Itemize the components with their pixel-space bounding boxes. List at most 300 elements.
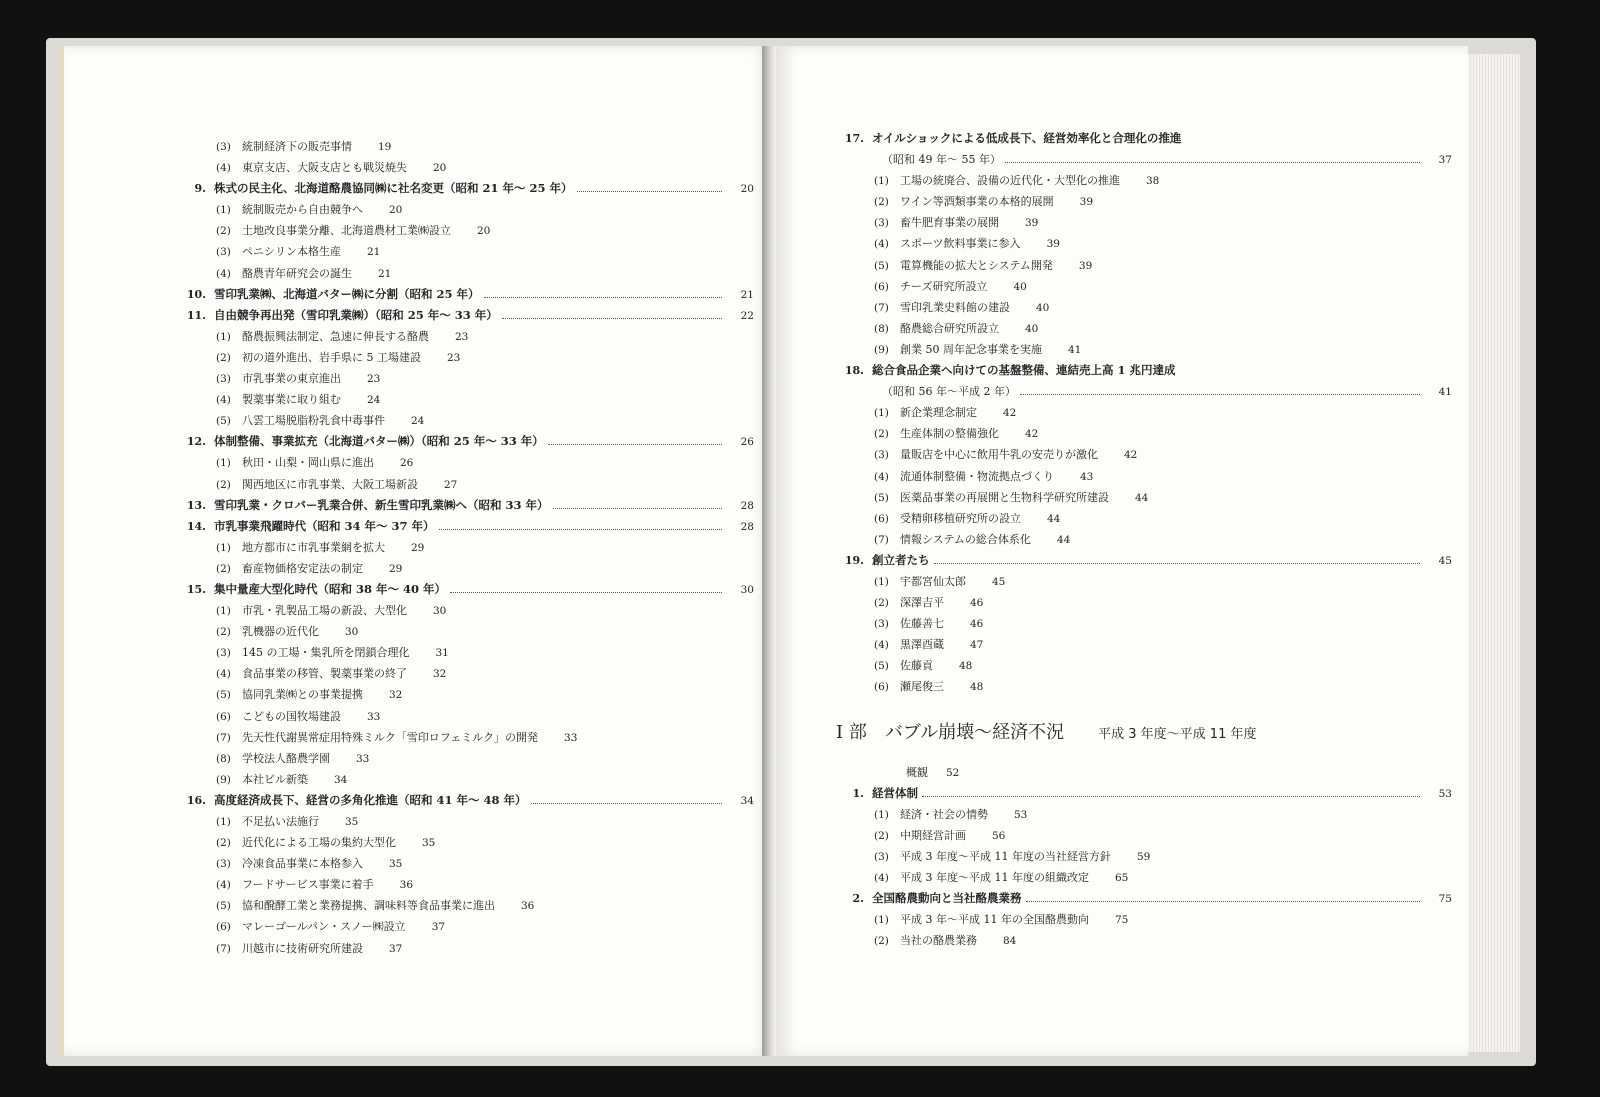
entry-page: 23 xyxy=(367,373,381,386)
entry-subnumber: (1) xyxy=(874,575,889,588)
entry-title: 統制販売から自由競争へ xyxy=(242,203,363,217)
toc-entry[interactable] xyxy=(844,550,1452,571)
toc-entry[interactable] xyxy=(872,930,1452,951)
part-period: 平成 3 年度〜平成 11 年度 xyxy=(1098,726,1257,742)
entry-page: 37 xyxy=(431,921,446,934)
entry-page: 23 xyxy=(455,330,469,343)
entry-title: 量販店を中心に飲用牛乳の安売りが激化 xyxy=(900,448,1098,462)
entry-title: 畜牛肥育事業の展開 xyxy=(900,216,999,230)
toc-entry[interactable] xyxy=(214,663,754,684)
entry-title: 本社ビル新築 xyxy=(242,772,308,786)
toc-entry[interactable] xyxy=(214,938,754,959)
entry-subnumber: (1) xyxy=(874,808,889,821)
toc-entry[interactable] xyxy=(186,284,754,305)
entry-page: 45 xyxy=(992,575,1006,588)
entry-title: 市乳事業飛躍時代（昭和 34 年〜 37 年） xyxy=(214,518,435,533)
entry-page: 20 xyxy=(740,183,754,196)
entry-subnumber: (7) xyxy=(216,731,231,744)
spine xyxy=(762,46,776,1056)
toc-entry[interactable] xyxy=(214,684,754,705)
toc-entry[interactable] xyxy=(214,157,754,178)
toc-entry[interactable] xyxy=(214,621,754,642)
entry-number: 14. xyxy=(186,519,206,533)
entry-page: 44 xyxy=(1047,512,1061,525)
entry-page: 35 xyxy=(345,816,359,828)
entry-subnumber: (1) xyxy=(216,330,231,343)
entry-title: 自由競争再出発（雪印乳業㈱）（昭和 25 年〜 33 年） xyxy=(214,307,498,322)
toc-entry[interactable] xyxy=(186,495,754,516)
entry-title: 全国酪農動向と当社酪農業務 xyxy=(872,891,1022,906)
toc-entry[interactable] xyxy=(872,149,1452,170)
entry-title: 平成 3 年度〜平成 11 年度の当社経営方針 xyxy=(900,849,1111,863)
entry-page: 22 xyxy=(740,309,754,322)
entry-title: フードサービス事業に着手 xyxy=(242,878,374,892)
entry-subnumber: (8) xyxy=(874,322,889,335)
dot-leader xyxy=(934,562,1421,564)
toc-entry[interactable] xyxy=(186,790,754,811)
entry-number: 18. xyxy=(844,364,864,378)
entry-subnumber: (1) xyxy=(874,407,889,420)
entry-page: 27 xyxy=(444,478,458,491)
entry-subnumber: (4) xyxy=(216,668,231,681)
toc-entry[interactable] xyxy=(844,360,1452,381)
entry-page: 24 xyxy=(367,394,381,407)
entry-page: 30 xyxy=(345,626,359,639)
entry-subnumber: (8) xyxy=(216,752,231,765)
entry-title: 経営体制 xyxy=(872,785,918,800)
entry-page: 35 xyxy=(422,837,436,850)
toc-entry[interactable] xyxy=(214,537,754,558)
entry-page: 33 xyxy=(564,731,578,744)
entry-subnumber: (5) xyxy=(874,660,889,673)
entry-page: 46 xyxy=(970,618,984,631)
entry-page: 44 xyxy=(1056,533,1071,546)
entry-title: マレーゴールパン・スノー㈱設立 xyxy=(242,920,406,934)
entry-title: スポーツ飲料事業に参入 xyxy=(900,237,1021,251)
left-toc xyxy=(186,136,754,959)
entry-subnumber: (5) xyxy=(216,900,231,913)
entry-subnumber: (1) xyxy=(216,816,231,828)
entry-title: 創立者たち xyxy=(872,552,930,567)
entry-page: 40 xyxy=(1025,322,1039,335)
part-title: バブル崩壊〜経済不況 xyxy=(884,721,1065,743)
entry-title: 秋田・山梨・岡山県に進出 xyxy=(242,456,374,470)
entry-title: 受精卵移植研究所の設立 xyxy=(900,511,1021,525)
toc-entry[interactable] xyxy=(872,423,1452,444)
entry-page: 75 xyxy=(1438,893,1452,906)
toc-entry[interactable] xyxy=(186,516,754,537)
entry-subnumber: (3) xyxy=(216,647,231,660)
toc-entry[interactable] xyxy=(872,825,1452,846)
entry-page: 31 xyxy=(435,647,449,660)
entry-title: 中期経営計画 xyxy=(900,828,966,842)
toc-entry[interactable] xyxy=(872,762,1452,783)
toc-entry[interactable] xyxy=(872,444,1452,465)
entry-page: 48 xyxy=(970,681,984,694)
toc-entry[interactable] xyxy=(214,326,754,347)
entry-subnumber: (9) xyxy=(216,773,231,786)
toc-entry[interactable] xyxy=(214,389,754,410)
toc-entry[interactable] xyxy=(872,508,1452,529)
entry-subnumber: (3) xyxy=(216,858,231,871)
toc-entry[interactable] xyxy=(872,676,1452,697)
entry-title: こどもの国牧場建設 xyxy=(242,709,341,723)
entry-number: 2. xyxy=(852,892,864,906)
toc-entry[interactable] xyxy=(214,916,754,937)
entry-subnumber: (6) xyxy=(874,280,889,293)
entry-title: 先天性代謝異常症用特殊ミルク「雪印ロフェミルク」の開発 xyxy=(242,730,539,744)
entry-title: 平成 3 年〜平成 11 年の全国酪農動向 xyxy=(900,913,1089,927)
entry-subnumber: (2) xyxy=(216,562,231,575)
entry-page: 52 xyxy=(946,766,960,779)
toc-entry[interactable] xyxy=(214,136,754,157)
entry-page: 53 xyxy=(1014,808,1028,821)
toc-entry[interactable] xyxy=(872,297,1452,318)
toc-entry[interactable] xyxy=(872,613,1452,634)
entry-subnumber: (2) xyxy=(874,935,889,948)
entry-subnumber: (1) xyxy=(216,457,231,470)
entry-title: 八雲工場脱脂粉乳食中毒事件 xyxy=(242,414,385,428)
entry-subnumber: (2) xyxy=(216,626,231,639)
right-page xyxy=(776,46,1468,1056)
entry-page: 21 xyxy=(378,267,392,280)
entry-title: 近代化による工場の集約大型化 xyxy=(242,836,396,850)
entry-page: 20 xyxy=(477,225,491,238)
entry-title: 経済・社会の情勢 xyxy=(900,807,988,821)
entry-page: 30 xyxy=(740,583,754,596)
toc-entry[interactable] xyxy=(214,452,754,473)
entry-page: 29 xyxy=(411,541,425,554)
entry-title: 乳機器の近代化 xyxy=(242,625,319,639)
entry-number: 17. xyxy=(844,132,864,145)
entry-page: 41 xyxy=(1438,386,1452,399)
entry-page: 20 xyxy=(433,162,447,175)
entry-page: 39 xyxy=(1078,259,1093,272)
left-page xyxy=(58,46,770,1056)
entry-title: チーズ研究所設立 xyxy=(900,279,988,293)
toc-entry[interactable] xyxy=(214,853,754,874)
toc-entry[interactable] xyxy=(214,220,754,241)
toc-entry[interactable] xyxy=(872,804,1452,825)
toc-entry[interactable] xyxy=(872,867,1452,888)
entry-number: 16. xyxy=(186,793,206,807)
toc-entry[interactable] xyxy=(872,170,1452,191)
entry-number: 19. xyxy=(844,553,864,567)
entry-number: 15. xyxy=(186,582,206,596)
entry-page: 23 xyxy=(447,351,461,364)
entry-page: 53 xyxy=(1438,787,1452,800)
entry-title: 冷凍食品事業に本格参入 xyxy=(242,857,363,871)
part-toc-entries xyxy=(852,762,1452,952)
entry-subnumber: (2) xyxy=(874,196,889,209)
entry-page: 48 xyxy=(959,660,973,673)
entry-title: 生産体制の整備強化 xyxy=(900,427,999,441)
entry-number: 9. xyxy=(194,182,206,196)
entry-subnumber: (2) xyxy=(874,829,889,842)
entry-title: 流通体制整備・物流拠点づくり xyxy=(900,469,1054,483)
entry-subnumber: (2) xyxy=(216,225,231,238)
toc-entry[interactable] xyxy=(214,199,754,220)
entry-title: 創業 50 周年記念事業を実施 xyxy=(900,342,1042,356)
dot-leader xyxy=(1026,900,1421,902)
toc-entry[interactable] xyxy=(214,769,754,790)
entry-page: 24 xyxy=(411,415,425,428)
entry-number: 1. xyxy=(852,786,864,800)
entry-number: 10. xyxy=(186,287,206,301)
entry-subnumber: (2) xyxy=(216,351,231,364)
entry-page: 46 xyxy=(970,597,984,610)
entry-page: 38 xyxy=(1146,175,1160,188)
dot-leader xyxy=(553,507,722,509)
entry-subnumber: (3) xyxy=(216,373,231,386)
toc-entry[interactable] xyxy=(872,466,1452,487)
entry-title: 酪農青年研究会の誕生 xyxy=(242,266,352,280)
entry-subnumber: (7) xyxy=(874,301,889,314)
entry-subnumber: (4) xyxy=(216,267,231,280)
part-label: I 部 xyxy=(836,721,867,743)
entry-subnumber: (1) xyxy=(874,914,889,927)
entry-page: 28 xyxy=(740,499,754,512)
toc-entry[interactable] xyxy=(872,846,1452,867)
toc-entry[interactable] xyxy=(214,410,754,431)
toc-entry[interactable] xyxy=(872,212,1452,233)
entry-subnumber: (1) xyxy=(874,175,889,188)
toc-entry[interactable] xyxy=(214,642,754,663)
entry-title: 統制経済下の販売事情 xyxy=(242,140,352,153)
entry-title: 黒澤酉蔵 xyxy=(900,638,944,652)
entry-title: ペニシリン本格生産 xyxy=(242,245,341,259)
toc-entry[interactable] xyxy=(214,895,754,916)
toc-entry[interactable] xyxy=(214,368,754,389)
toc-entry[interactable] xyxy=(872,402,1452,423)
toc-entry[interactable] xyxy=(852,888,1452,909)
entry-title: 宇都宮仙太郎 xyxy=(900,574,966,588)
entry-title: 電算機能の拡大とシステム開発 xyxy=(900,258,1053,272)
entry-title: 深澤吉平 xyxy=(900,596,944,610)
toc-entry[interactable] xyxy=(872,255,1452,276)
toc-entry[interactable] xyxy=(214,727,754,748)
dot-leader xyxy=(502,317,722,319)
entry-page: 26 xyxy=(400,457,414,470)
entry-title: 酪農総合研究所設立 xyxy=(900,321,999,335)
entry-subnumber: (3) xyxy=(216,141,231,153)
entry-page: 43 xyxy=(1080,470,1094,483)
part-heading xyxy=(836,718,1452,762)
entry-subnumber: (3) xyxy=(874,449,889,462)
toc-entry[interactable] xyxy=(872,233,1452,254)
entry-subnumber: (6) xyxy=(216,921,231,934)
toc-entry[interactable] xyxy=(186,431,754,452)
entry-title: （昭和 56 年〜平成 2 年） xyxy=(882,385,1016,399)
entry-page: 39 xyxy=(1079,196,1094,209)
entry-page: 20 xyxy=(389,204,403,217)
entry-subnumber: (7) xyxy=(216,942,231,955)
entry-subnumber: (3) xyxy=(874,618,889,631)
entry-page: 56 xyxy=(992,829,1006,842)
entry-subnumber: (1) xyxy=(216,204,231,217)
entry-number: 12. xyxy=(186,435,206,449)
entry-page: 42 xyxy=(1124,449,1138,462)
entry-page: 32 xyxy=(389,689,403,702)
entry-title: 土地改良事業分離、北海道農材工業㈱設立 xyxy=(242,224,451,238)
toc-entry[interactable] xyxy=(194,178,754,199)
toc-entry[interactable] xyxy=(844,128,1452,149)
toc-entry[interactable] xyxy=(214,558,754,579)
entry-subnumber: (7) xyxy=(874,533,889,546)
entry-subnumber: (2) xyxy=(216,478,231,491)
entry-title: 製薬事業に取り組む xyxy=(242,393,341,407)
entry-page: 39 xyxy=(1025,217,1039,230)
entry-title: 雪印乳業・クロバー乳業合併、新生雪印乳業㈱へ（昭和 33 年） xyxy=(214,497,549,512)
toc-entry[interactable] xyxy=(214,874,754,895)
entry-subnumber: (6) xyxy=(216,710,231,723)
entry-title: 雪印乳業史料館の建設 xyxy=(900,300,1010,314)
toc-entry[interactable] xyxy=(872,276,1452,297)
dot-leader xyxy=(450,591,722,593)
entry-subnumber: (6) xyxy=(874,681,889,694)
toc-entry[interactable] xyxy=(872,487,1452,508)
entry-title: 平成 3 年度〜平成 11 年度の組織改定 xyxy=(900,871,1089,884)
right-toc-entries xyxy=(844,128,1452,698)
entry-title: 情報システムの総合体系化 xyxy=(900,532,1031,546)
dot-leader xyxy=(922,795,1420,797)
entry-page: 30 xyxy=(433,605,447,618)
entry-title: 医薬品事業の再展開と生物科学研究所建設 xyxy=(900,490,1109,504)
entry-page: 36 xyxy=(521,900,535,913)
entry-page: 33 xyxy=(356,752,370,765)
entry-title: 高度経済成長下、経営の多角化推進（昭和 41 年〜 48 年） xyxy=(214,792,527,807)
entry-page: 40 xyxy=(1036,301,1050,314)
entry-page: 35 xyxy=(389,858,403,871)
entry-page: 21 xyxy=(367,246,381,259)
entry-title: 当社の酪農業務 xyxy=(900,934,977,948)
entry-title: 新企業理念制定 xyxy=(900,406,977,420)
entry-subnumber: (4) xyxy=(874,639,889,652)
toc-entry[interactable] xyxy=(214,241,754,262)
entry-subnumber: (2) xyxy=(216,837,231,850)
entry-page: 21 xyxy=(740,288,754,301)
toc-entry[interactable] xyxy=(214,347,754,368)
toc-entry[interactable] xyxy=(214,832,754,853)
entry-page: 65 xyxy=(1114,872,1129,884)
toc-entry[interactable] xyxy=(872,318,1452,339)
entry-subnumber: (5) xyxy=(874,259,889,272)
entry-subnumber: (5) xyxy=(874,491,889,504)
entry-subnumber: (4) xyxy=(216,162,231,175)
entry-page: 28 xyxy=(740,520,754,533)
toc-entry[interactable] xyxy=(872,634,1452,655)
entry-title: 佐藤貢 xyxy=(900,659,933,673)
entry-subnumber: (9) xyxy=(874,343,889,356)
toc-entry[interactable] xyxy=(872,381,1452,402)
entry-subnumber: (4) xyxy=(216,879,231,892)
entry-subnumber: (1) xyxy=(216,541,231,554)
entry-subnumber: (6) xyxy=(874,512,889,525)
entry-subnumber: (5) xyxy=(216,415,231,428)
entry-number: 11. xyxy=(186,308,206,322)
toc-entry[interactable] xyxy=(872,339,1452,360)
entry-page: 32 xyxy=(433,668,447,681)
toc-entry[interactable] xyxy=(214,811,754,832)
entry-page: 39 xyxy=(1046,238,1060,251)
entry-subnumber: (4) xyxy=(874,238,889,251)
dot-leader xyxy=(577,190,722,192)
entry-title: 集中量産大型化時代（昭和 38 年〜 40 年） xyxy=(214,581,447,596)
dot-leader xyxy=(484,296,722,298)
entry-page: 37 xyxy=(1438,154,1452,167)
dot-leader xyxy=(548,443,722,445)
entry-page: 29 xyxy=(389,562,403,575)
entry-title: ワイン等酒類事業の本格的展開 xyxy=(900,195,1054,209)
entry-subnumber: (2) xyxy=(874,597,889,610)
entry-subnumber: (4) xyxy=(216,394,231,407)
entry-page: 75 xyxy=(1114,914,1129,927)
toc-entry[interactable] xyxy=(214,600,754,621)
entry-title: 学校法人酪農学園 xyxy=(242,751,330,765)
entry-title: 雪印乳業㈱、北海道バター㈱に分割（昭和 25 年） xyxy=(214,286,480,301)
entry-title: 関西地区に市乳事業、大阪工場新設 xyxy=(242,477,418,491)
entry-page: 44 xyxy=(1135,491,1149,504)
toc-entry[interactable] xyxy=(872,529,1452,550)
toc-entry[interactable] xyxy=(872,571,1452,592)
entry-subnumber: (1) xyxy=(216,605,231,618)
entry-title: 概観 xyxy=(906,765,928,779)
toc-entry[interactable] xyxy=(852,783,1452,804)
entry-title: 畜産物価格安定法の制定 xyxy=(242,561,363,575)
dot-leader xyxy=(1020,393,1420,395)
toc-entry[interactable] xyxy=(186,579,754,600)
entry-subnumber: (3) xyxy=(874,850,889,863)
entry-title: 瀬尾俊三 xyxy=(900,680,944,694)
entry-subnumber: (4) xyxy=(874,872,889,884)
dot-leader xyxy=(1005,161,1420,163)
entry-page: 47 xyxy=(970,639,984,652)
toc-entry[interactable] xyxy=(214,706,754,727)
toc-entry[interactable] xyxy=(214,474,754,495)
entry-title: 市乳事業の東京進出 xyxy=(242,372,341,386)
entry-page: 42 xyxy=(1003,407,1017,420)
entry-title: （昭和 49 年〜 55 年） xyxy=(882,153,1001,167)
entry-subnumber: (2) xyxy=(874,428,889,441)
toc-entry[interactable] xyxy=(872,655,1452,676)
entry-page: 45 xyxy=(1438,554,1452,567)
toc-entry[interactable] xyxy=(872,592,1452,613)
entry-page: 37 xyxy=(389,942,403,955)
entry-title: 酪農振興法制定、急速に伸長する酪農 xyxy=(242,329,429,343)
entry-page: 34 xyxy=(334,773,348,786)
toc-entry[interactable] xyxy=(186,305,754,326)
entry-page: 41 xyxy=(1068,343,1082,356)
entry-subnumber: (4) xyxy=(874,470,889,483)
entry-page: 33 xyxy=(367,710,381,723)
entry-title: 市乳・乳製品工場の新設、大型化 xyxy=(242,604,407,618)
entry-title: 初の道外進出、岩手県に 5 工場建設 xyxy=(242,350,421,364)
page-edges xyxy=(1468,54,1520,1052)
toc-entry[interactable] xyxy=(214,263,754,284)
entry-title: 川越市に技術研究所建設 xyxy=(242,941,363,955)
toc-entry[interactable] xyxy=(872,191,1452,212)
entry-title: オイルショックによる低成長下、経営効率化と合理化の推進 xyxy=(872,131,1182,145)
entry-title: 佐藤善七 xyxy=(900,617,944,631)
toc-entry[interactable] xyxy=(214,748,754,769)
entry-page: 19 xyxy=(378,141,392,153)
entry-subnumber: (3) xyxy=(874,217,889,230)
toc-entry[interactable] xyxy=(872,909,1452,930)
dot-leader xyxy=(531,802,722,804)
entry-title: 地方都市に市乳事業網を拡大 xyxy=(242,540,385,554)
entry-title: 不足払い法施行 xyxy=(242,815,319,828)
entry-page: 59 xyxy=(1136,850,1151,863)
